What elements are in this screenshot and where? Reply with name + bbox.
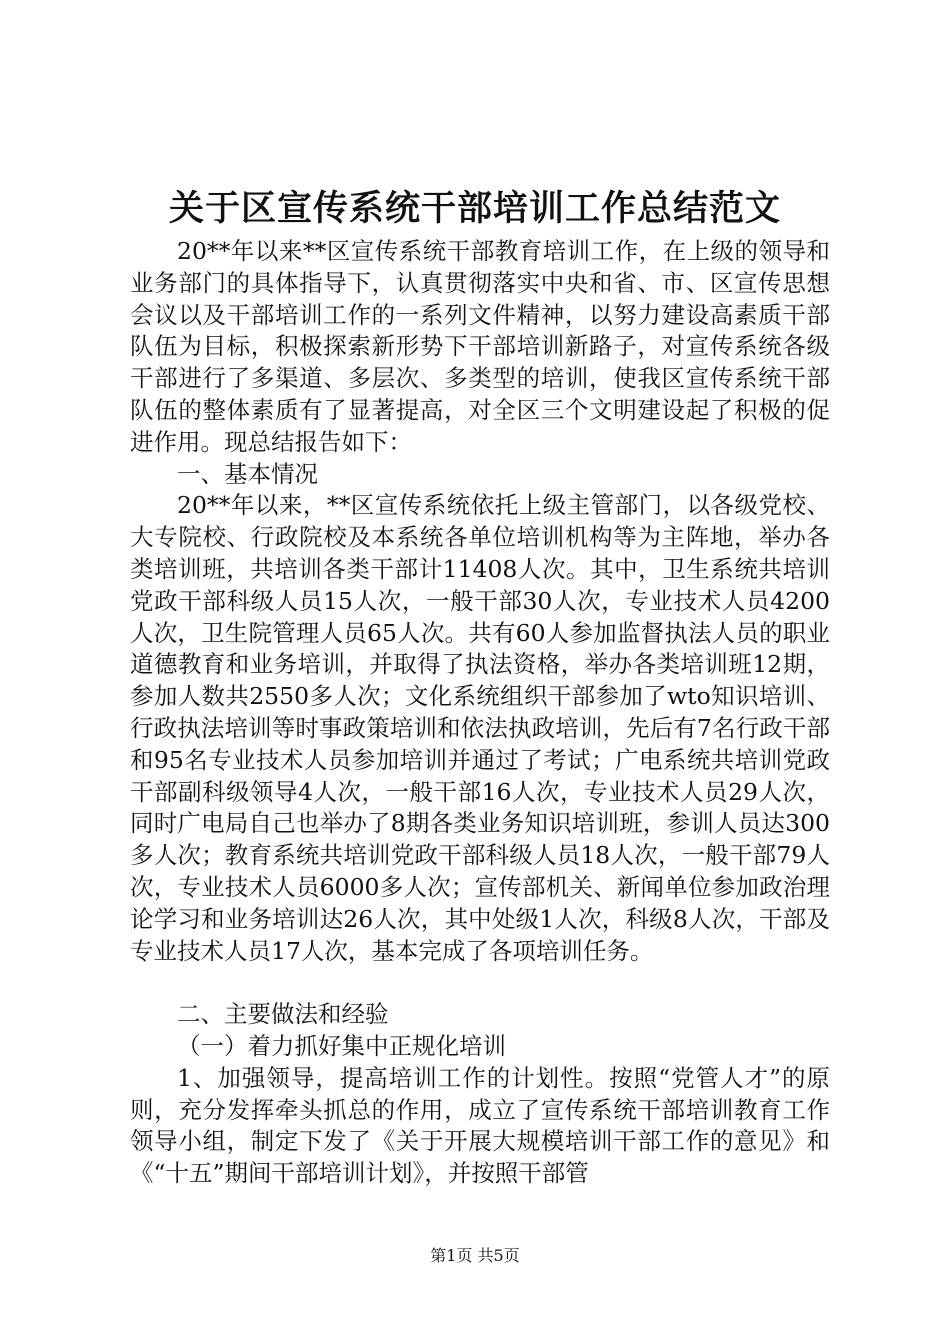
section-heading-basic-situation: 一、基本情况: [177, 459, 318, 488]
basic-situation-paragraph: 20**年以来，**区宣传系统依托上级主管部门，以各级党校、大专院校、行政院校及本系统各单位培训机构等为主阵地，举办各类培训班，共培训各类干部计11408人次。其中，卫生系统共培训党政干部科级人员15人次，一般干部30人次，专业技术人员4200人次，卫生院管理人员65人次。共有60人参加监督执法人员的职业道德教育和业务培训，并取得了执法资格，举办各类培训班12期，参加人数共2550多人次；文化系统组织干部参加了wto知识培训、行政执法培训等时事政策培训和依法执政培训，先后有7名行政干部和95名专业技术人员参加培训并通过了考试；广电系统共培训党政干部副科级领导4人次，一般干部16人次，专业技术人员29人次，同时广电局自己也举办了8期各类业务知识培训班，参训人员达300多人次；教育系统共培训党政干部科级人员18人次，一般干部79人次，专业技术人员6000多人次；宣传部机关、新闻单位参加政治理论学习和业务培训达26人次，其中处级1人次，科级8人次，干部及专业技术人员17人次，基本完成了各项培训任务。: [130, 491, 830, 965]
page-indicator: 第1页 共5页: [430, 1246, 520, 1265]
document-body: [130, 236, 830, 1190]
intro-paragraph: 20**年以来**区宣传系统干部教育培训工作，在上级的领导和业务部门的具体指导下，认真贯彻落实中央和省、市、区宣传思想会议以及干部培训工作的一系列文件精神，以努力建设高素质干部队伍为目标，积极探索新形势下干部培训新路子，对宣传系统各级干部进行了多渠道、多层次、多类型的培训，使我区宣传系统干部队伍的整体素质有了显著提高，对全区三个文明建设起了积极的促进作用。现总结报告如下：: [130, 237, 830, 456]
practice-paragraph-1: 1、加强领导，提高培训工作的计划性。按照“党管人才”的原则，充分发挥牵头抓总的作用，成立了宣传系统干部培训教育工作领导小组，制定下发了《关于开展大规模培训干部工作的意见》和《“十五”期间干部培训计划》，并按照干部管: [130, 1063, 830, 1188]
document-title: 关于区宣传系统干部培训工作总结范文: [168, 188, 781, 229]
subsection-heading-1: （一）着力抓好集中正规化培训: [177, 1031, 506, 1060]
section-heading-practices: 二、主要做法和经验: [177, 1000, 389, 1029]
